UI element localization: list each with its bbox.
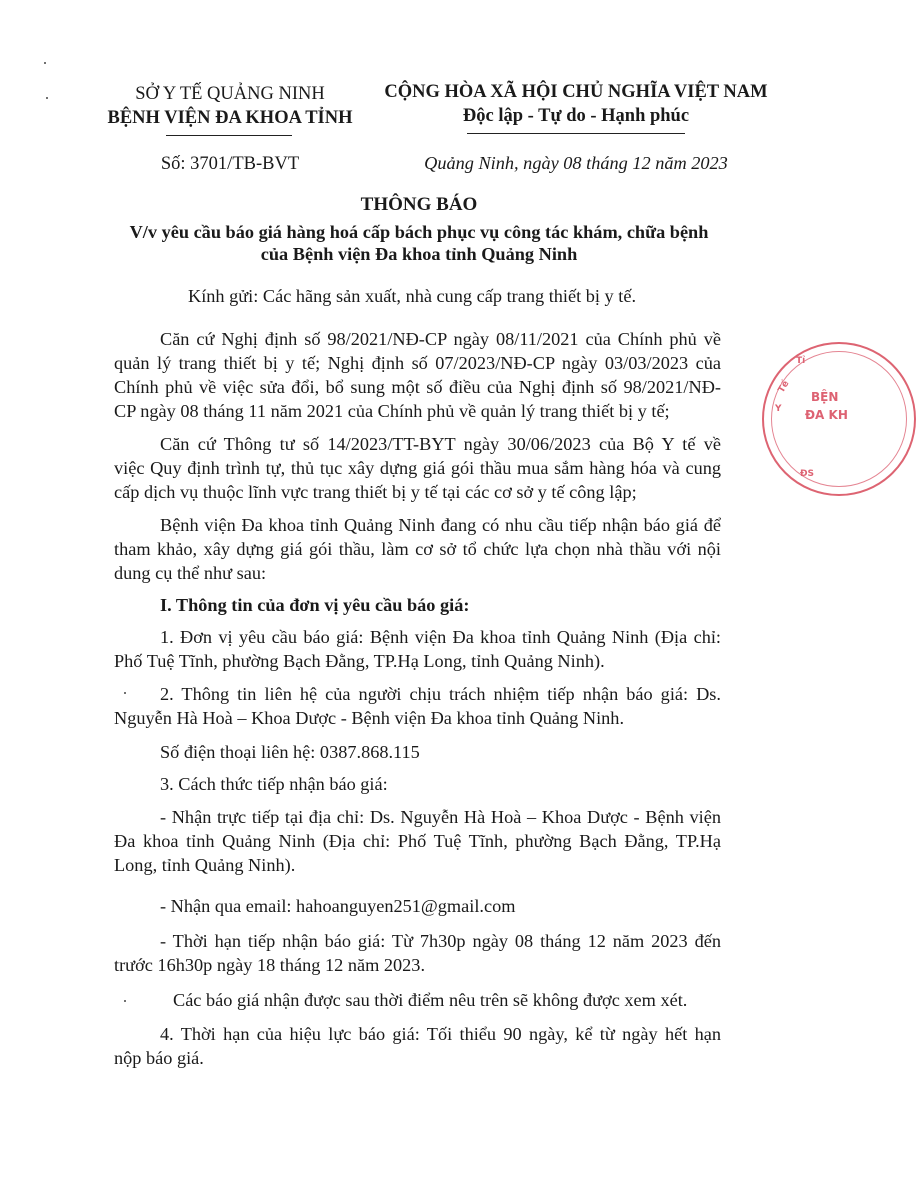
subtitle-line: của Bệnh viện Đa khoa tỉnh Quảng Ninh (260, 244, 578, 264)
contact-phone: Số điện thoại liên hệ: 0387.868.115 (160, 742, 420, 762)
paragraph-line: trước 16h30p ngày 18 tháng 12 năm 2023. (114, 955, 426, 975)
document-title: THÔNG BÁO (360, 194, 478, 215)
document-number: Số: 3701/TB-BVT (160, 154, 300, 174)
stamp-text: ĐS (800, 469, 815, 479)
section-heading: I. Thông tin của đơn vị yêu cầu báo giá: (160, 595, 470, 615)
stamp-text: Tế (776, 379, 792, 395)
stamp-text: Y (775, 404, 782, 414)
country-name: CỘNG HÒA XÃ HỘI CHỦ NGHĨA VIỆT NAM (384, 82, 768, 102)
paragraph-line: Phố Tuệ Tĩnh, phường Bạch Đằng, TP.Hạ Long, tỉnh Quảng Ninh). (114, 651, 605, 671)
agency-name: SỞ Y TẾ QUẢNG NINH (135, 84, 325, 104)
stamp-text: BỆN (811, 390, 839, 404)
paragraph-line: Bệnh viện Đa khoa tỉnh Quảng Ninh đang có nhu cầu tiếp nhận báo giá để (160, 515, 721, 535)
paragraph-line: CP ngày 08 tháng 11 năm 2021 của Chính phủ về quản lý trang thiết bị y tế; (114, 401, 670, 421)
paragraph-line: cấp dịch vụ thuộc lĩnh vực trang thiết bị y tế tại các cơ sở y tế công lập; (114, 482, 637, 502)
paragraph-line: tham khảo, xây dựng giá gói thầu, làm cơ sở tổ chức lựa chọn nhà thầu với nội (114, 539, 721, 559)
contact-email: - Nhận qua email: hahoanguyen251@gmail.com (160, 896, 516, 916)
paragraph-line: Chính phủ về việc sửa đổi, bổ sung một số điều của Nghị định số 98/2021/NĐ- (114, 377, 721, 397)
header-left-underline (166, 135, 292, 136)
paragraph-line: 4. Thời hạn của hiệu lực báo giá: Tối thiểu 90 ngày, kể từ ngày hết hạn (160, 1024, 721, 1044)
paragraph-line: 1. Đơn vị yêu cầu báo giá: Bệnh viện Đa khoa tỉnh Quảng Ninh (Địa chỉ: (160, 627, 721, 647)
stamp-text: Tỉ (796, 356, 806, 366)
paragraph-line: Đa khoa tỉnh Quảng Ninh (Địa chỉ: Phố Tuệ Tĩnh, phường Bạch Đằng, TP.Hạ (114, 831, 721, 851)
paragraph-line: Long, tỉnh Quảng Ninh). (114, 855, 296, 875)
paragraph-line: - Thời hạn tiếp nhận báo giá: Từ 7h30p ngày 08 tháng 12 năm 2023 đến (160, 931, 721, 951)
paragraph-line: việc Quy định trình tự, thủ tục xây dựng giá gói thầu mua sắm hàng hóa và cung (114, 458, 721, 478)
paragraph-line: nộp báo giá. (114, 1048, 204, 1068)
scan-dot (46, 97, 48, 99)
paragraph-line: dung cụ thể như sau: (114, 563, 267, 583)
document-date: Quảng Ninh, ngày 08 tháng 12 năm 2023 (424, 153, 728, 173)
scan-dot (124, 1000, 126, 1002)
paragraph-line: - Nhận trực tiếp tại địa chỉ: Ds. Nguyễn Hà Hoà – Khoa Dược - Bệnh viện (160, 807, 721, 827)
paragraph-line: quản lý trang thiết bị y tế; Nghị định số 07/2023/NĐ-CP ngày 03/03/2023 của (114, 353, 721, 373)
late-notice: Các báo giá nhận được sau thời điểm nêu trên sẽ không được xem xét. (173, 990, 688, 1010)
stamp-text: ĐA KH (805, 408, 848, 422)
header-right-underline (467, 133, 685, 134)
red-seal-stamp (762, 342, 916, 496)
scan-dot (124, 692, 126, 694)
paragraph-line: 3. Cách thức tiếp nhận báo giá: (160, 774, 388, 794)
subtitle-line: V/v yêu cầu báo giá hàng hoá cấp bách phục vụ công tác khám, chữa bệnh (129, 222, 709, 242)
paragraph-line: Căn cứ Nghị định số 98/2021/NĐ-CP ngày 08/11/2021 của Chính phủ về (160, 329, 721, 349)
paragraph-line: 2. Thông tin liên hệ của người chịu trách nhiệm tiếp nhận báo giá: Ds. (160, 684, 721, 704)
paragraph-line: Nguyễn Hà Hoà – Khoa Dược - Bệnh viện Đa khoa tỉnh Quảng Ninh. (114, 708, 625, 728)
paragraph-line: Căn cứ Thông tư số 14/2023/TT-BYT ngày 30/06/2023 của Bộ Y tế về (160, 434, 721, 454)
greeting: Kính gửi: Các hãng sản xuất, nhà cung cấp trang thiết bị y tế. (188, 286, 637, 306)
hospital-name: BỆNH VIỆN ĐA KHOA TỈNH (107, 108, 353, 128)
scan-dot (44, 62, 46, 64)
national-motto: Độc lập - Tự do - Hạnh phúc (462, 106, 690, 126)
